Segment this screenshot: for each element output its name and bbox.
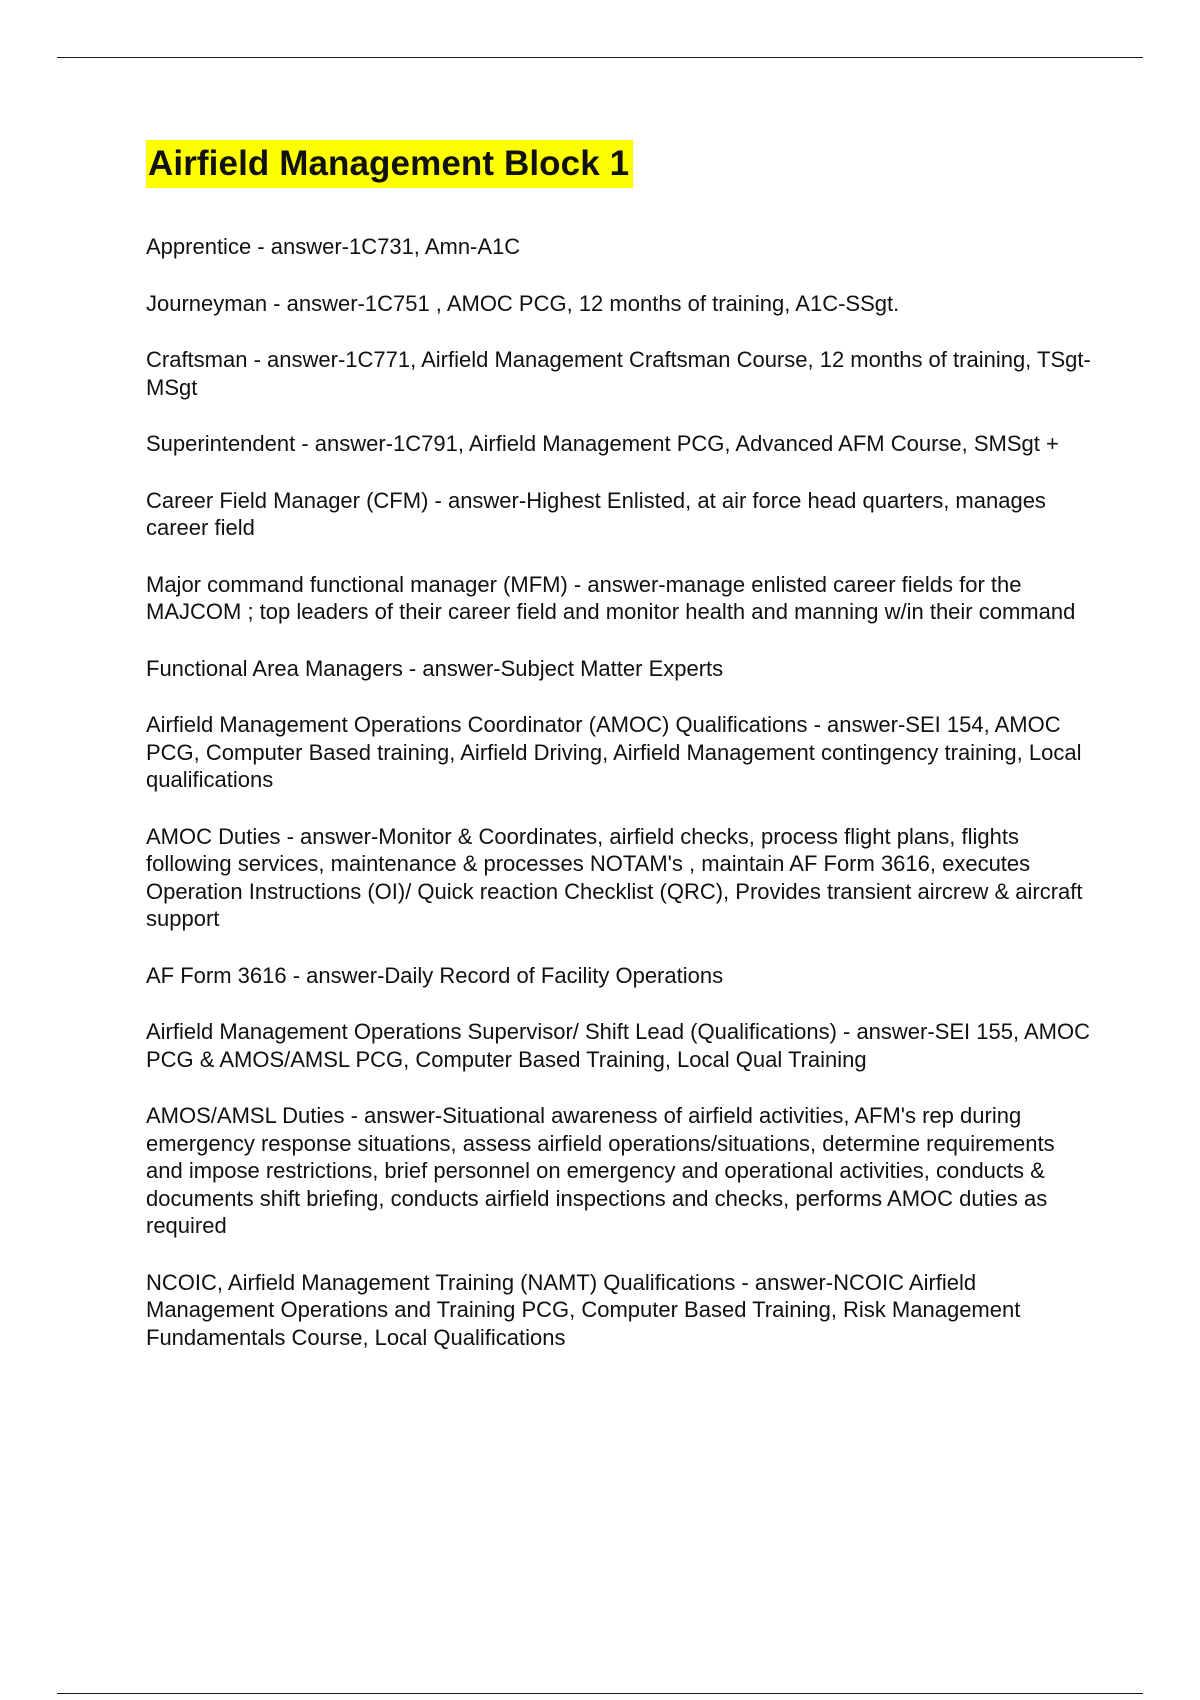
qa-item-namt-qualifications: NCOIC, Airfield Management Training (NAMT) Qualifications - answer-NCOIC Airfield Management Operations and Training PCG, Computer Based Training, Risk Management Fundamentals Course, Local Qualifications: [146, 1269, 1021, 1350]
qa-item-superintendent: Superintendent - answer-1C791, Airfield Management PCG, Advanced AFM Course, SMSgt +: [146, 431, 1059, 456]
document-body: [146, 140, 1096, 1380]
top-divider: [57, 57, 1143, 58]
bottom-divider: [57, 1693, 1143, 1694]
qa-list: [146, 233, 1096, 1351]
qa-item-af-form-3616: AF Form 3616 - answer-Daily Record of Facility Operations: [146, 962, 724, 988]
qa-item-amos-shift-lead-qualifications: Airfield Management Operations Supervisor/ Shift Lead (Qualifications) - answer-SEI 155, AMOC PCG & AMOS/AMSL PCG, Computer Based Training, Local Qual Training: [146, 1019, 1090, 1072]
document-title: Airfield Management Block 1: [146, 140, 633, 188]
qa-item-apprentice: Apprentice - answer-1C731, Amn-A1C: [146, 234, 521, 259]
qa-item-craftsman: Craftsman - answer-1C771, Airfield Management Craftsman Course, 12 months of training, TSgt-MSgt: [146, 347, 1091, 400]
qa-item-major-command-functional-manager: Major command functional manager (MFM) - answer-manage enlisted career fields for the MAJCOM ; top leaders of their career field and monitor health and manning w/in their command: [146, 571, 1076, 624]
qa-item-amoc-duties: AMOC Duties - answer-Monitor & Coordinates, airfield checks, process flight plans, flights following services, maintenance & processes NOTAM's , maintain AF Form 3616, executes Operation Instructions (OI)/ Quick reaction Checklist (QRC), Provides transient aircrew & aircraft support: [146, 823, 1083, 931]
qa-item-functional-area-managers: Functional Area Managers - answer-Subject Matter Experts: [146, 655, 724, 681]
qa-item-career-field-manager: Career Field Manager (CFM) - answer-Highest Enlisted, at air force head quarters, manages career field: [146, 487, 1046, 540]
qa-item-amos-amsl-duties: AMOS/AMSL Duties - answer-Situational awareness of airfield activities, AFM's rep during emergency response situations, assess airfield operations/situations, determine requirements and impose restrictions, brief personnel on emergency and operational activities, conducts & documents shift briefing, conducts airfield inspections and checks, performs AMOC duties as required: [146, 1103, 1055, 1238]
qa-item-journeyman: Journeyman - answer-1C751 , AMOC PCG, 12 months of training, A1C-SSgt.: [146, 290, 900, 316]
qa-item-amoc-qualifications: Airfield Management Operations Coordinator (AMOC) Qualifications - answer-SEI 154, AMOC PCG, Computer Based training, Airfield Driving, Airfield Management contingency training, Local qualifications: [146, 712, 1082, 792]
